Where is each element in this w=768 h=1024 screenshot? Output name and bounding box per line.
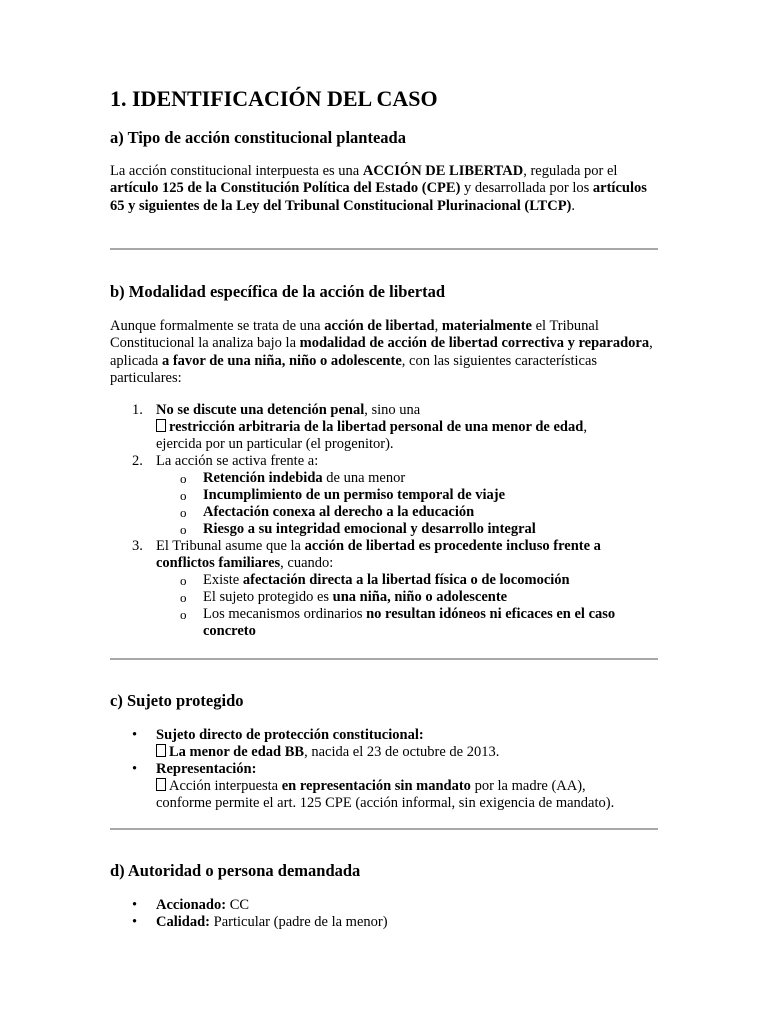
text-run: ejercida por un particular (el progenitor). (156, 436, 394, 452)
sub-bullet: o (180, 488, 187, 503)
bold-run: artículo 125 de la Constitución Política del Estado (CPE) (110, 180, 461, 197)
section-a-paragraph (110, 163, 658, 215)
bold-run: No se discute una detención penal (156, 402, 365, 418)
text-run: el Tribunal Constitucional la analiza bajo la (110, 318, 599, 352)
bold-run: acción de libertad es procedente incluso frente a conflictos familiares (156, 538, 601, 571)
list-item (110, 453, 658, 470)
sub-bullet: o (180, 505, 187, 520)
list-item (110, 402, 658, 453)
bold-run: a favor de una niña, niño o adolescente (161, 352, 402, 369)
text-run: Aunque formalmente se trata de una (110, 318, 325, 334)
section-b-intro (110, 318, 658, 387)
bullet: • (132, 761, 138, 777)
horizontal-rule (110, 248, 658, 250)
sub-list-item (110, 521, 658, 538)
bold-run: Accionado: (156, 897, 227, 913)
text-run: , con las siguientes características particulares: (110, 352, 598, 386)
text-run: . (571, 197, 575, 214)
text-run: , cuando: (280, 555, 334, 571)
text-run: CC (226, 897, 250, 913)
document-title: 1. IDENTIFICACIÓN DEL CASO (110, 86, 438, 111)
bullet: • (132, 727, 138, 743)
sub-list-item (110, 572, 658, 589)
text-run: El sujeto protegido es (203, 589, 333, 605)
list-number: 1. (132, 402, 143, 418)
section-c-heading: c) Sujeto protegido (110, 691, 244, 710)
list-number: 2. (132, 453, 143, 469)
sub-list-item (110, 487, 658, 504)
text-run: Existe (203, 572, 243, 588)
text-run: , regulada por el (523, 163, 618, 179)
bold-run: modalidad de acción de libertad correctiva y reparadora (299, 335, 650, 352)
sub-list-item (110, 470, 658, 487)
bold-run: Representación: (156, 761, 257, 777)
bold-run: artículos 65 y siguientes de la Ley del Tribunal Constitucional Plurinacional (LTCP) (110, 180, 647, 214)
bold-run: no resultan idóneos ni eficaces en el caso concreto (203, 606, 616, 639)
bold-run: afectación directa a la libertad física o de locomoción (242, 572, 570, 588)
section-b-heading: b) Modalidad específica de la acción de libertad (110, 282, 446, 301)
bold-run: La menor de edad BB (169, 744, 305, 760)
text-run: , aplicada (110, 335, 653, 369)
text-run: Los mecanismos ordinarios (203, 606, 367, 622)
missing-glyph-icon (156, 419, 166, 432)
horizontal-rule (110, 658, 658, 660)
sub-bullet: o (180, 590, 187, 605)
defendant-list (110, 897, 658, 931)
text-run: por la madre (AA), (470, 778, 586, 794)
text-run: , (434, 318, 442, 334)
text-run: , nacida el 23 de octubre de 2013. (304, 744, 500, 760)
bold-run: en representación sin mandato (281, 778, 471, 794)
bullet: • (132, 897, 138, 913)
missing-glyph-icon (156, 744, 166, 757)
bullet: • (132, 914, 138, 930)
bold-run: Afectación conexa al derecho a la educación (203, 504, 475, 520)
sub-bullet: o (180, 471, 187, 486)
sub-list-item (110, 504, 658, 521)
bold-run: Retención indebida (203, 470, 323, 486)
bold-run: una niña, niño o adolescente (332, 589, 508, 605)
sub-bullet: o (180, 522, 187, 537)
missing-glyph-icon (156, 778, 166, 791)
text-run: Acción interpuesta (169, 778, 282, 794)
list-item (110, 761, 658, 812)
bold-run: ACCIÓN DE LIBERTAD (362, 163, 524, 179)
text-run: y desarrollada por los (460, 180, 593, 197)
text-run: , (583, 419, 587, 435)
list-item (110, 897, 658, 914)
protected-subject-list (110, 727, 658, 812)
bold-run: Incumplimiento de un permiso temporal de viaje (203, 487, 506, 503)
text-run: de una menor (322, 470, 406, 486)
horizontal-rule (110, 828, 658, 830)
list-number: 3. (132, 538, 143, 554)
sub-list-item (110, 589, 658, 606)
bold-run: Riesgo a su integridad emocional y desarrollo integral (203, 521, 536, 537)
bold-run: materialmente (441, 318, 532, 334)
bold-run: restricción arbitraria de la libertad personal de una menor de edad (169, 419, 584, 435)
list-item (110, 538, 658, 572)
sub-list-item (110, 606, 658, 640)
text-run: Particular (padre de la menor) (210, 914, 388, 930)
text-run: El Tribunal asume que la (156, 538, 305, 554)
text-run: La acción constitucional interpuesta es una (110, 163, 363, 179)
sub-bullet: o (180, 573, 187, 588)
list-item (110, 727, 658, 761)
text-run: La acción se activa frente a: (156, 453, 319, 469)
sub-bullet: o (180, 607, 187, 622)
characteristics-list (110, 402, 658, 640)
text-run: , sino una (364, 402, 421, 418)
section-a-heading: a) Tipo de acción constitucional planteada (110, 128, 406, 147)
bold-run: acción de libertad (324, 318, 435, 334)
section-d-heading: d) Autoridad o persona demandada (110, 861, 361, 880)
bold-run: Calidad: (156, 914, 210, 930)
text-run: conforme permite el art. 125 CPE (acción informal, sin exigencia de mandato). (156, 795, 615, 811)
bold-run: Sujeto directo de protección constitucional: (156, 727, 424, 743)
list-item (110, 914, 658, 931)
